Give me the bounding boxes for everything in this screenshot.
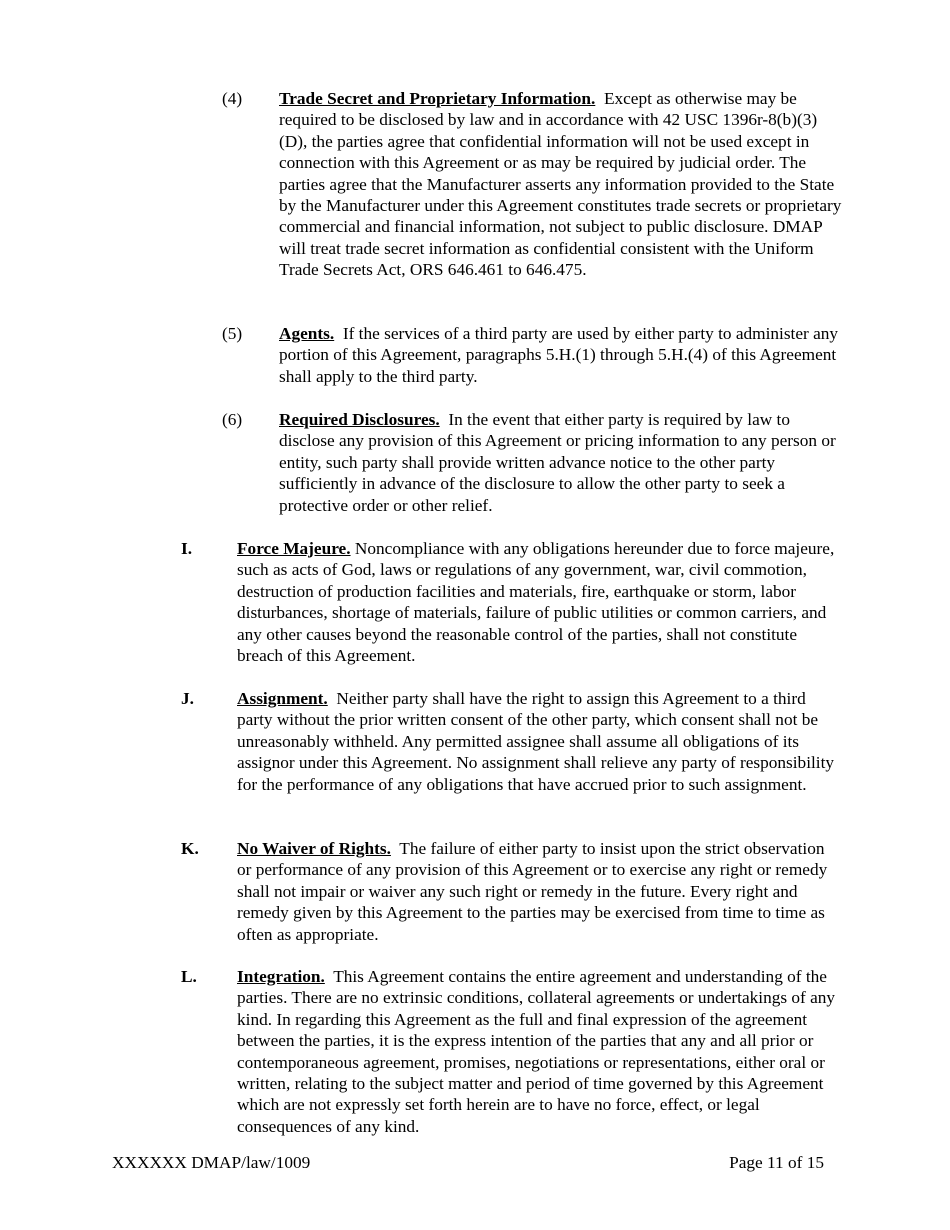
- section-marker: (4): [222, 89, 243, 108]
- section-text: [237, 688, 841, 795]
- section-text: [279, 88, 842, 281]
- section-body: In the event that either party is required by law to disclose any provision of this Agreement or pricing information to any person or entity, such party shall provide written advance notice to the other party sufficiently in advance of the disclosure to allow the other party to seek a protective order or other relief.: [279, 410, 836, 515]
- section-marker: K.: [181, 839, 199, 858]
- section-heading: Trade Secret and Proprietary Information.: [279, 89, 596, 108]
- section-body: Except as otherwise may be required to be disclosed by law and in accordance with 42 USC 1396r-8(b)(3)(D), the parties agree that confidential information will not be used except in connection with this Agreement or as may be required by judicial order. The parties agree that the Manufacturer asserts any information provided to the State by the Manufacturer under this Agreement constitutes trade secrets or proprietary commercial and financial information, not subject to public disclosure. DMAP will treat trade secret information as confidential consistent with the Uniform Trade Secrets Act, ORS 646.461 to 646.475.: [279, 89, 842, 280]
- footer-page-number: Page 11 of 15: [729, 1153, 824, 1172]
- section-body: Noncompliance with any obligations hereunder due to force majeure, such as acts of God, laws or regulations of any government, war, civil commotion, destruction of production facilities and materials, fire, earthquake or storm, labor disturbances, shortage of materials, failure of public utilities or common carriers, and any other causes beyond the reasonable control of the parties, shall not constitute breach of this Agreement.: [237, 539, 835, 666]
- section-body: Neither party shall have the right to assign this Agreement to a third party without the prior written consent of the other party, which consent shall not be unreasonably withheld. Any permitted assignee shall assume all obligations of its assignor under this Agreement. No assignment shall relieve any party of responsibility for the performance of any obligations that have accrued prior to such assignment.: [237, 689, 835, 794]
- section-body: This Agreement contains the entire agreement and understanding of the parties. There are no extrinsic conditions, collateral agreements or undertakings of any kind. In regarding this Agreement as the full and final expression of the agreement between the parties, it is the express intention of the parties that any and all prior or contemporaneous agreement, promises, negotiations or representations, either oral or written, relating to the subject matter and period of time governed by this Agreement which are not expressly set forth herein are to have no force, effect, or legal consequences of any kind.: [237, 967, 836, 1136]
- section-5-agents: [222, 323, 842, 387]
- section-body: If the services of a third party are used by either party to administer any portion of this Agreement, paragraphs 5.H.(1) through 5.H.(4) of this Agreement shall apply to the third party.: [279, 324, 839, 386]
- section-marker: (5): [222, 324, 243, 343]
- section-marker: (6): [222, 410, 243, 429]
- section-k-no-waiver: [181, 838, 841, 945]
- footer-document-id: XXXXXX DMAP/law/1009: [112, 1153, 311, 1172]
- section-text: [237, 838, 841, 945]
- section-heading: Required Disclosures.: [279, 410, 440, 429]
- section-i-force-majeure: [181, 538, 841, 666]
- section-6-required-disclosures: [222, 409, 842, 516]
- section-marker: I.: [181, 539, 193, 558]
- section-text: [237, 966, 841, 1137]
- section-body: The failure of either party to insist upon the strict observation or performance of any provision of this Agreement or to exercise any right or remedy shall not impair or waiver any such right or remedy in the future. Every right and remedy given by this Agreement to the parties may be exercised from time to time as often as appropriate.: [237, 839, 828, 944]
- section-heading: Force Majeure.: [237, 539, 351, 558]
- section-text: [279, 409, 842, 516]
- section-marker: J.: [181, 689, 194, 708]
- section-j-assignment: [181, 688, 841, 795]
- section-text: [279, 323, 842, 387]
- section-l-integration: [181, 966, 841, 1137]
- section-heading: Integration.: [237, 967, 325, 986]
- section-text: [237, 538, 841, 666]
- section-4-trade-secret: [222, 88, 842, 281]
- section-heading: Agents.: [279, 324, 335, 343]
- section-heading: No Waiver of Rights.: [237, 839, 391, 858]
- section-heading: Assignment.: [237, 689, 328, 708]
- section-marker: L.: [181, 967, 197, 986]
